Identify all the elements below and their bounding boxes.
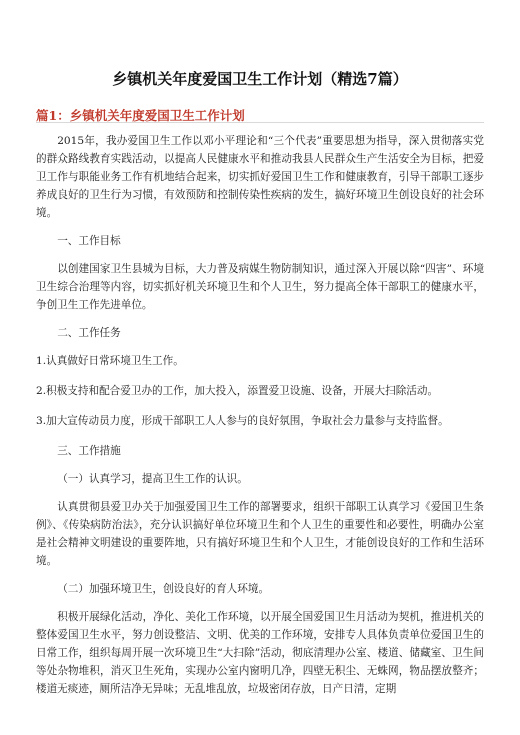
task-item-3: 3.加大宣传动员力度，形成干部职工人人参与的良好氛围，争取社会力量参与支持监督。 (36, 415, 449, 427)
environment-paragraph: 积极开展绿化活动，净化、美化工作环境，以开展全国爱国卫生月活动为契机，推进机关的整体爱国卫生水平，努力创设整洁、文明、优美的工作环境，安排专人具体负责单位爱国卫生的日常工作，组织每周开展一次环境卫生“大扫除”活动，彻底清理办公室、楼道、储藏室、卫生间等处杂物堆积，消灭卫生死角，实现办公室内窗明几净，四壁无积尘、无蛛网，物品摆放整齐；楼道无痰迹，厕所洁净无异味；无乱堆乱放，垃圾密闭存放，日产日清，定期 (36, 611, 484, 695)
heading-work-goals: 一、工作目标 (57, 235, 121, 247)
heading-work-measures: 三、工作措施 (57, 445, 121, 457)
intro-paragraph: 2015年，我办爱国卫生工作以邓小平理论和“三个代表”重要思想为指导，深入贯彻落实党的群众路线教育实践活动，以提高人民健康水平和推动我县人民群众生产生活安全为目标，把爱卫工作与职能业务工作有机地结合起来，切实抓好爱国卫生工作和健康教育，引导干部职工逐步养成良好的卫生行为习惯，有效预防和控制传染性疾病的发生，搞好环境卫生创设良好的社会环境。 (36, 135, 484, 219)
task-item-1: 1.认真做好日常环境卫生工作。 (36, 355, 184, 367)
heading-work-tasks: 二、工作任务 (57, 327, 121, 339)
study-paragraph: 认真贯彻县爱卫办关于加强爱国卫生工作的部署要求，组织干部职工认真学习《爱国卫生条例》、《传染病防治法》，充分认识搞好单位环境卫生和个人卫生的重要性和必要性，明确办公室是社会精神文明建设的重要阵地，只有搞好环境卫生和个人卫生，才能创设良好的工作和生活环境。 (36, 501, 484, 567)
subheading-study: （一）认真学习，提高卫生工作的认识。 (57, 473, 248, 485)
heading-divider (36, 122, 484, 123)
document-body (36, 132, 484, 708)
document-title: 乡镇机关年度爱国卫生工作计划（精选7篇） (112, 70, 408, 88)
section-heading: 篇1：乡镇机关年度爱国卫生工作计划 (36, 108, 245, 123)
subheading-environment: （二）加强环境卫生，创设良好的育人环境。 (57, 583, 270, 595)
task-item-2: 2.积极支持和配合爱卫办的工作，加大投入，添置爱卫设施、设备，开展大扫除活动。 (36, 385, 439, 397)
goals-paragraph: 以创建国家卫生县城为目标，大力普及病媒生物防制知识，通过深入开展以除“四害”、环境卫生综合治理等内容，切实抓好机关环境卫生和个人卫生，努力提高全体干部职工的健康水平，争创卫生工作先进单位。 (36, 263, 484, 311)
